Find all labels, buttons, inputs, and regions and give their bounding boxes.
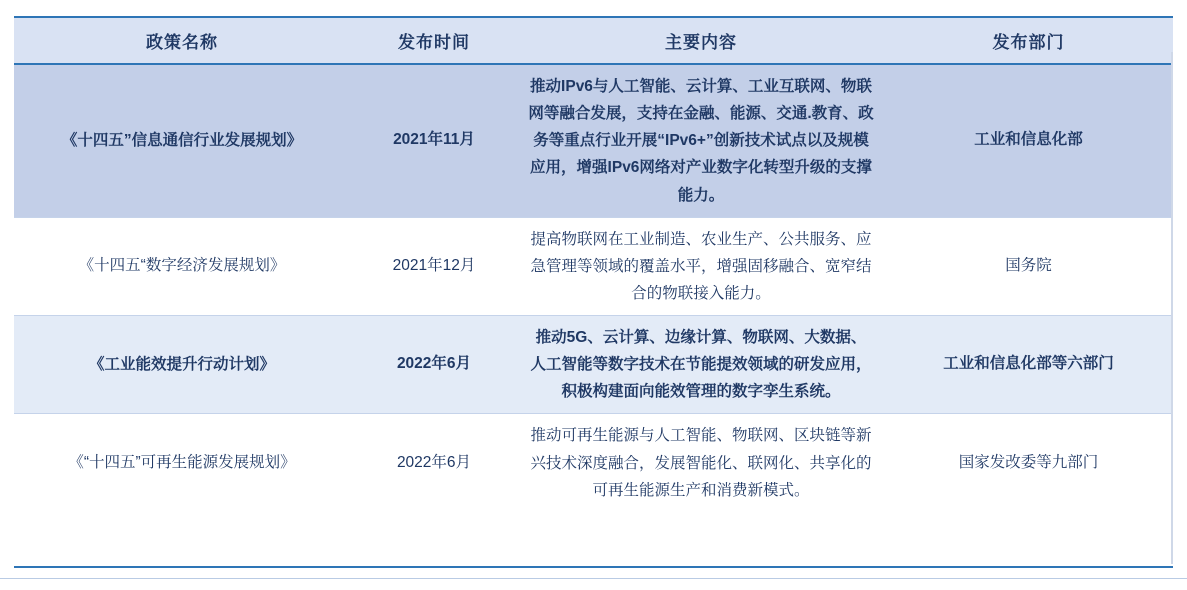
cell-policy-name: 《“十四五”可再生能源发展规划》 bbox=[14, 414, 350, 512]
cell-main-content: 提高物联网在工业制造、农业生产、公共服务、应急管理等领域的覆盖水平，增强固移融合、宽窄结合的物联接入能力。 bbox=[518, 217, 884, 315]
cell-release-date: 2022年6月 bbox=[350, 414, 518, 512]
table-right-edge-shadow bbox=[1171, 52, 1173, 564]
table-row bbox=[14, 316, 1173, 414]
cell-main-content: 推动5G、云计算、边缘计算、物联网、大数据、人工智能等数字技术在节能提效领域的研发应用，积极构建面向能效管理的数字孪生系统。 bbox=[518, 316, 884, 414]
column-header-issuing-department: 发布部门 bbox=[884, 17, 1173, 64]
table-body bbox=[14, 64, 1173, 512]
cell-issuing-department: 国家发改委等九部门 bbox=[884, 414, 1173, 512]
column-header-main-content: 主要内容 bbox=[518, 17, 884, 64]
policy-table bbox=[14, 16, 1173, 512]
cell-policy-name: 《十四五“数字经济发展规划》 bbox=[14, 217, 350, 315]
cell-main-content: 推动可再生能源与人工智能、物联网、区块链等新兴技术深度融合，发展智能化、联网化、共享化的可再生能源生产和消费新模式。 bbox=[518, 414, 884, 512]
table-header bbox=[14, 17, 1173, 64]
cell-policy-name: 《工业能效提升行动计划》 bbox=[14, 316, 350, 414]
cell-release-date: 2022年6月 bbox=[350, 316, 518, 414]
cell-issuing-department: 工业和信息化部 bbox=[884, 64, 1173, 217]
cell-policy-name: 《十四五”信息通信行业发展规划》 bbox=[14, 64, 350, 217]
column-header-release-date: 发布时间 bbox=[350, 17, 518, 64]
cell-release-date: 2021年11月 bbox=[350, 64, 518, 217]
page-bottom-divider bbox=[0, 578, 1187, 579]
table-bottom-border bbox=[14, 566, 1173, 568]
policy-table-container bbox=[14, 16, 1173, 512]
cell-issuing-department: 国务院 bbox=[884, 217, 1173, 315]
cell-issuing-department: 工业和信息化部等六部门 bbox=[884, 316, 1173, 414]
cell-release-date: 2021年12月 bbox=[350, 217, 518, 315]
cell-main-content: 推动IPv6与人工智能、云计算、工业互联网、物联网等融合发展，支持在金融、能源、交通.教育、政务等重点行业开展“IPv6+”创新技术试点以及规模应用，增强IPv6网络对产业数字化转型升级的支撑能力。 bbox=[518, 64, 884, 217]
table-row bbox=[14, 217, 1173, 315]
table-row bbox=[14, 414, 1173, 512]
table-header-row bbox=[14, 17, 1173, 64]
column-header-policy-name: 政策名称 bbox=[14, 17, 350, 64]
table-row bbox=[14, 64, 1173, 217]
